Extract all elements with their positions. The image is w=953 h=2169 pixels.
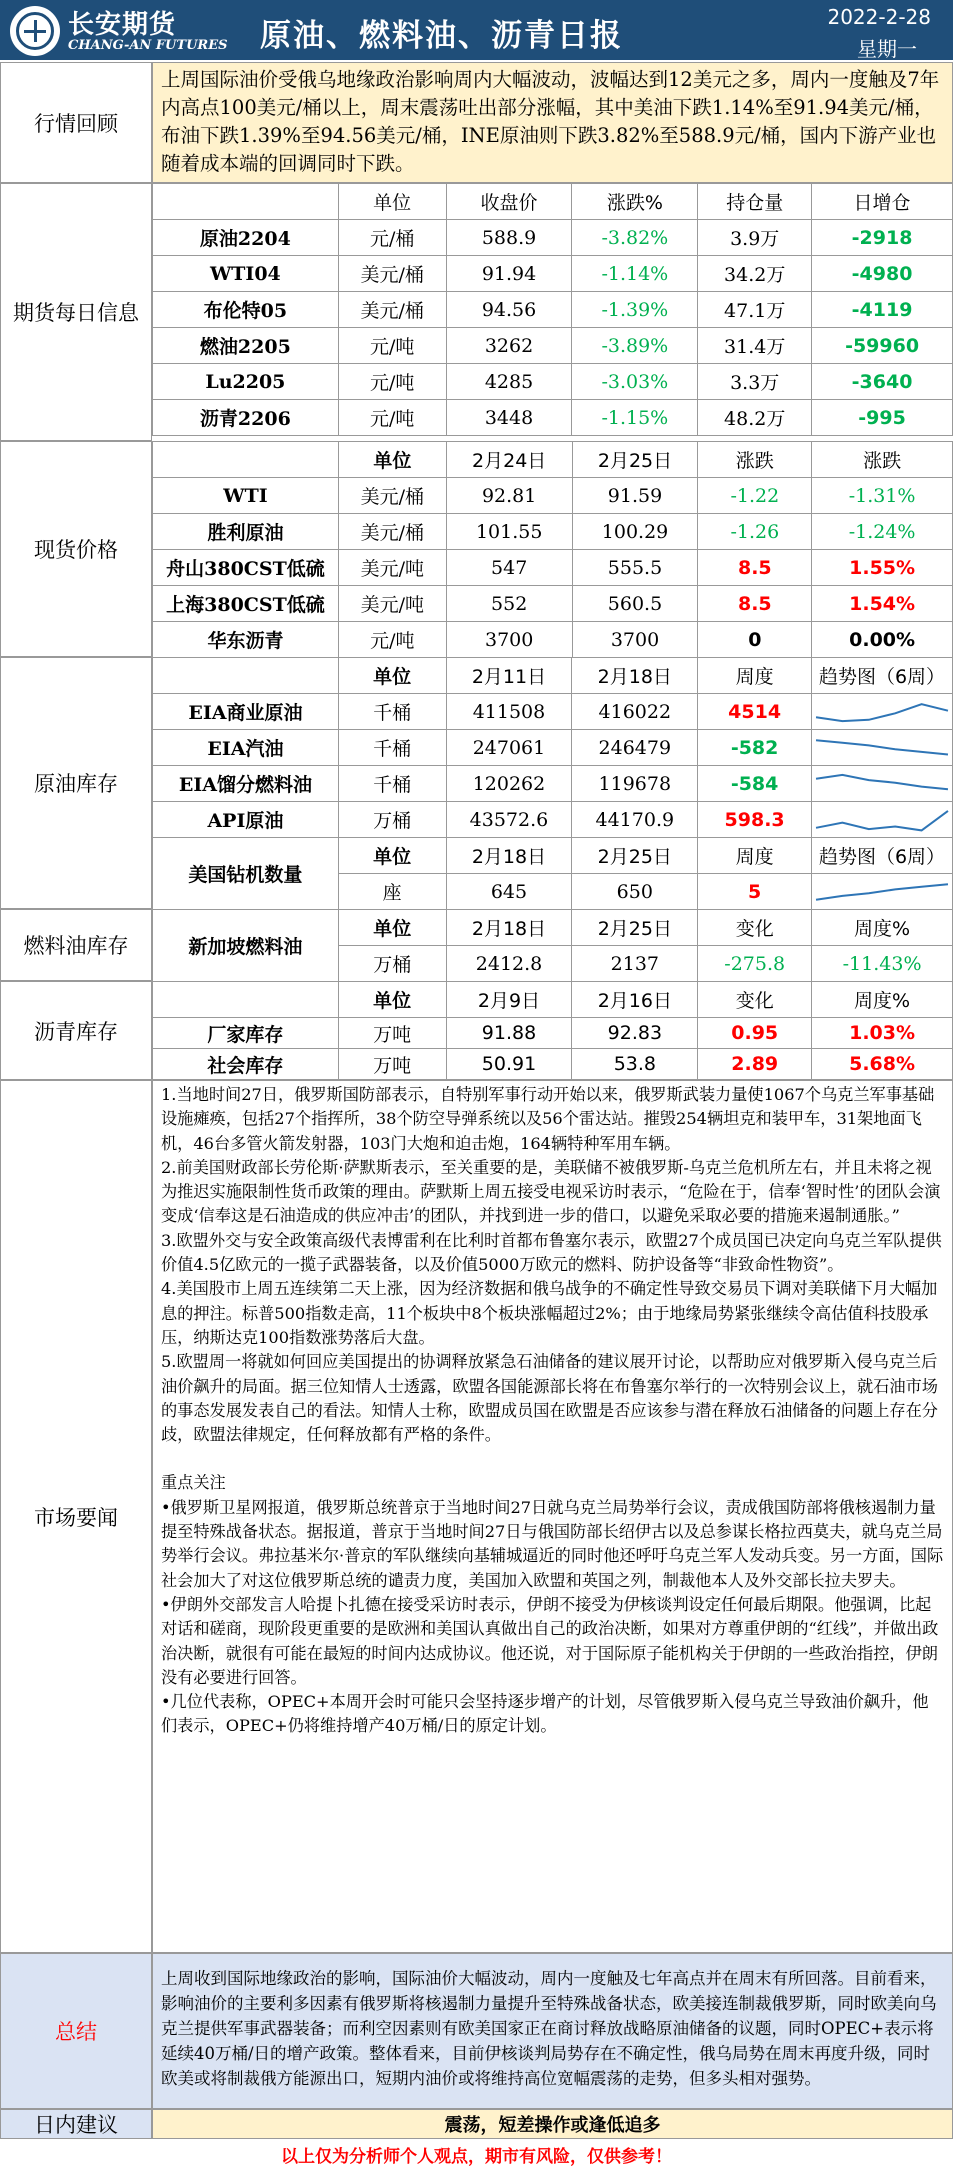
table-row: [153, 586, 953, 622]
table-row: [153, 256, 953, 292]
value-cell: 91.59: [572, 478, 698, 514]
row-name: EIA商业原油: [153, 694, 339, 730]
change-cell: 598.3: [698, 802, 812, 838]
unit-cell: 元/吨: [338, 622, 446, 658]
change-cell: 0.95: [698, 1018, 812, 1049]
value-cell: 43572.6: [446, 802, 572, 838]
news-item: 5.欧盟周一将就如何回应美国提出的协调释放紧急石油储备的建议展开讨论，以帮助应对俄罗斯入侵乌克兰后油价飙升的局面。据三位知情人士透露，欧盟各国能源部长将在布鲁塞尔举行的一次特别会议上，就石油市场的事态发展发表自己的看法。知情人士称，欧盟成员国在欧盟是否应该参与潜在释放石油储备的问题上存在分歧，欧盟法律规定，任何释放都有严格的条件。: [161, 1352, 938, 1445]
table-row: [153, 622, 953, 658]
table-row: [153, 478, 953, 514]
pct-cell: -11.43%: [812, 946, 953, 982]
change-cell: -1.15%: [572, 400, 698, 436]
crude-inventory-table: [152, 657, 953, 910]
row-name: 新加坡燃料油: [153, 910, 339, 982]
table-row: [153, 550, 953, 586]
table-row: [153, 766, 953, 802]
oi-cell: 48.2万: [698, 400, 812, 436]
sparkline-series: [816, 810, 948, 830]
section-label-summary: 总结: [0, 1953, 152, 2109]
header-cell: 持仓量: [698, 184, 812, 220]
value-cell: 650: [572, 874, 698, 910]
value-cell: 416022: [572, 694, 698, 730]
header-cell: [153, 658, 339, 694]
trend-sparkline: [812, 803, 952, 837]
advice-text: 震荡，短差操作或逢低追多: [152, 2109, 953, 2139]
report-header: [0, 0, 953, 62]
news-item: 3.欧盟外交与安全政策高级代表博雷利在比利时首都布鲁塞尔表示，欧盟27个成员国已决定向乌克兰军队提供价值4.5亿欧元的一揽子武器装备，以及价值5000万欧元的燃料、防护设备等“非致命性物资”。: [161, 1230, 942, 1275]
header-cell: 周度%: [812, 910, 953, 946]
sparkline-series: [816, 884, 948, 900]
change-cell: -582: [698, 730, 812, 766]
value-cell: 92.81: [446, 478, 572, 514]
sparkline-series: [816, 774, 948, 788]
section-label-fuel-inventory: 燃料油库存: [0, 909, 152, 981]
table-row: [153, 328, 953, 364]
pct-cell: 1.55%: [812, 550, 953, 586]
table-row: [153, 364, 953, 400]
change-cell: -3.82%: [572, 220, 698, 256]
header-cell: 收盘价: [446, 184, 572, 220]
row-name: 美国钻机数量: [153, 838, 339, 910]
change-cell: -1.26: [698, 514, 812, 550]
row-name: WTI04: [153, 256, 339, 292]
section-label-crude-inventory: 原油库存: [0, 657, 152, 909]
focus-item: •俄罗斯卫星网报道，俄罗斯总统普京于当地时间27日就乌克兰局势举行会议，责成俄国防部将俄核遏制力量提至特殊战备状态。据报道，普京于当地时间27日与俄国防部长绍伊古以及总参谋长格拉西莫夫，就乌克兰局势举行会议。弗拉基米尔·普京的军队继续向基辅城逼近的同时他还呼吁乌克兰军人发动兵变。另一方面，国际社会加大了对这位俄罗斯总统的谴责力度，美国加入欧盟和英国之列，制裁他本人及外交部长拉夫罗夫。: [161, 1497, 944, 1590]
unit-cell: 元/吨: [338, 364, 446, 400]
header-cell: 2月16日: [572, 982, 698, 1018]
change-cell: 4514: [698, 694, 812, 730]
unit-cell: 万吨: [338, 1018, 446, 1049]
change-cell: 8.5: [698, 550, 812, 586]
table-row: [153, 220, 953, 256]
value-cell: 547: [446, 550, 572, 586]
row-name: 燃油2205: [153, 328, 339, 364]
table-row: [153, 292, 953, 328]
unit-cell: 千桶: [338, 766, 446, 802]
value-cell: 119678: [572, 766, 698, 802]
row-name: 华东沥青: [153, 622, 339, 658]
row-name: WTI: [153, 478, 339, 514]
focus-item: •伊朗外交部发言人哈提卜扎德在接受采访时表示，伊朗不接受为伊核谈判设定任何最后期限。他强调，比起对话和磋商，现阶段更重要的是欧洲和美国认真做出自己的政治决断，如果对方尊重伊朗的“红线”，并做出政治决断，就很有可能在最短的时间内达成协议。他还说，对于国际原子能机构关于伊朗的一些政治指控，伊朗没有必要进行回答。: [161, 1594, 939, 1687]
change-cell: -1.14%: [572, 256, 698, 292]
trend-sparkline: [812, 767, 952, 801]
header-cell: 变化: [698, 982, 812, 1018]
header-cell: 涨跌%: [572, 184, 698, 220]
header-cell: 2月18日: [446, 910, 572, 946]
row-name: 厂家库存: [153, 1018, 339, 1049]
header-cell: 周度: [698, 658, 812, 694]
section-label-futures: 期货每日信息: [0, 183, 152, 441]
pct-cell: 0.00%: [812, 622, 953, 658]
sparkline-series: [816, 740, 948, 754]
close-cell: 588.9: [446, 220, 572, 256]
unit-cell: 美元/桶: [338, 478, 446, 514]
unit-cell: 座: [338, 874, 446, 910]
row-name: 社会库存: [153, 1049, 339, 1080]
header-cell: 单位: [338, 910, 446, 946]
value-cell: 411508: [446, 694, 572, 730]
oi-cell: 47.1万: [698, 292, 812, 328]
value-cell: 92.83: [572, 1018, 698, 1049]
trend-sparkline: [812, 695, 952, 729]
change-cell: -1.39%: [572, 292, 698, 328]
unit-cell: 万桶: [338, 802, 446, 838]
pct-cell: -1.24%: [812, 514, 953, 550]
value-cell: 3700: [446, 622, 572, 658]
table-row: [153, 802, 953, 838]
section-label-news: 市场要闻: [0, 1080, 152, 1953]
unit-cell: 千桶: [338, 730, 446, 766]
change-cell: -3.89%: [572, 328, 698, 364]
header-cell: 涨跌: [698, 442, 812, 478]
table-row: [153, 400, 953, 436]
row-name: 原油2204: [153, 220, 339, 256]
section-label-asphalt-inventory: 沥青库存: [0, 981, 152, 1080]
header-cell: [153, 442, 339, 478]
unit-cell: 元/桶: [338, 220, 446, 256]
fuel-inventory-table: [152, 909, 953, 982]
header-cell: 周度: [698, 838, 812, 874]
change-cell: 8.5: [698, 586, 812, 622]
table-row: [153, 514, 953, 550]
oi-cell: 34.2万: [698, 256, 812, 292]
news-item: 1.当地时间27日，俄罗斯国防部表示，自特别军事行动开始以来，俄罗斯武装力量使1067个乌克兰军事基础设施瘫痪，包括27个指挥所，38个防空导弹系统以及56个雷达站。摧毁254辆坦克和装甲车，31架地面飞机，46台多管火箭发射器，103门大炮和迫击炮，164辆特种军用车辆。: [161, 1085, 935, 1153]
row-name: 上海380CST低硫: [153, 586, 339, 622]
section-label-spot: 现货价格: [0, 441, 152, 657]
header-cell: 趋势图（6周）: [812, 658, 953, 694]
doi-cell: -4119: [812, 292, 953, 328]
change-cell: 2.89: [698, 1049, 812, 1080]
row-name: EIA汽油: [153, 730, 339, 766]
unit-cell: 元/吨: [338, 328, 446, 364]
header-cell: 单位: [338, 982, 446, 1018]
unit-cell: 万吨: [338, 1049, 446, 1080]
header-cell: 2月25日: [572, 442, 698, 478]
value-cell: 247061: [446, 730, 572, 766]
header-cell: 2月25日: [572, 910, 698, 946]
header-cell: 周度%: [812, 982, 953, 1018]
header-cell: 涨跌: [812, 442, 953, 478]
value-cell: 560.5: [572, 586, 698, 622]
change-cell: -1.22: [698, 478, 812, 514]
header-cell: 单位: [338, 658, 446, 694]
news-item: 2.前美国财政部长劳伦斯·萨默斯表示，至关重要的是，美联储不被俄罗斯-乌克兰危机所左右，并且未将之视为推迟实施限制性货币政策的理由。萨默斯上周五接受电视采访时表示，“危险在于，信奉‘智时性’的团队会演变成‘信奉这是石油造成的供应冲击’的团队，并找到进一步的借口，以避免采取必要的措施来遏制通胀。”: [161, 1157, 941, 1226]
table-row: [153, 1049, 953, 1080]
unit-cell: 美元/桶: [338, 514, 446, 550]
value-cell: 3700: [572, 622, 698, 658]
unit-cell: 元/吨: [338, 400, 446, 436]
header-cell: [153, 184, 339, 220]
market-review-text: 上周国际油价受俄乌地缘政治影响周内大幅波动，波幅达到12美元之多，周内一度触及7年内高点100美元/桶以上，周末震荡吐出部分涨幅，其中美油下跌1.14%至91.94美元/桶，布油下跌1.39%至94.56美元/桶，INE原油则下跌3.82%至588.9元/桶，国内下游产业也随着成本端的回调同时下跌。: [152, 62, 953, 183]
close-cell: 3262: [446, 328, 572, 364]
header-cell: 单位: [338, 838, 446, 874]
unit-cell: 美元/桶: [338, 292, 446, 328]
report-date: 2022-2-28: [827, 5, 931, 29]
unit-cell: 美元/吨: [338, 586, 446, 622]
pct-cell: 1.03%: [812, 1018, 953, 1049]
close-cell: 4285: [446, 364, 572, 400]
value-cell: 2412.8: [446, 946, 572, 982]
value-cell: 120262: [446, 766, 572, 802]
value-cell: 2137: [572, 946, 698, 982]
pct-cell: 1.54%: [812, 586, 953, 622]
trend-sparkline: [812, 731, 952, 765]
doi-cell: -4980: [812, 256, 953, 292]
value-cell: 44170.9: [572, 802, 698, 838]
doi-cell: -59960: [812, 328, 953, 364]
close-cell: 3448: [446, 400, 572, 436]
value-cell: 645: [446, 874, 572, 910]
doi-cell: -3640: [812, 364, 953, 400]
oi-cell: 3.3万: [698, 364, 812, 400]
header-cell: [153, 982, 339, 1018]
focus-title: 重点关注: [161, 1473, 226, 1493]
header-cell: 单位: [338, 442, 446, 478]
value-cell: 555.5: [572, 550, 698, 586]
futures-table: [152, 183, 953, 436]
section-label-market-review: 行情回顾: [0, 62, 152, 183]
logo-cn: 长安期货: [68, 10, 177, 40]
header-cell: 2月18日: [572, 658, 698, 694]
unit-cell: 千桶: [338, 694, 446, 730]
table-row: [153, 730, 953, 766]
value-cell: 101.55: [446, 514, 572, 550]
row-name: Lu2205: [153, 364, 339, 400]
header-cell: 2月24日: [446, 442, 572, 478]
pct-cell: 5.68%: [812, 1049, 953, 1080]
value-cell: 100.29: [572, 514, 698, 550]
row-name: 布伦特05: [153, 292, 339, 328]
header-cell: 2月9日: [446, 982, 572, 1018]
value-cell: 50.91: [446, 1049, 572, 1080]
change-cell: 5: [698, 874, 812, 910]
oi-cell: 3.9万: [698, 220, 812, 256]
row-name: 舟山380CST低硫: [153, 550, 339, 586]
row-name: 沥青2206: [153, 400, 339, 436]
unit-cell: 万桶: [338, 946, 446, 982]
section-label-advice: 日内建议: [0, 2109, 152, 2139]
change-cell: 0: [698, 622, 812, 658]
value-cell: 552: [446, 586, 572, 622]
value-cell: 91.88: [446, 1018, 572, 1049]
unit-cell: 美元/桶: [338, 256, 446, 292]
pct-cell: -1.31%: [812, 478, 953, 514]
news-panel: [152, 1080, 953, 1953]
header-cell: 2月25日: [572, 838, 698, 874]
trend-sparkline: [812, 875, 952, 909]
header-cell: 趋势图（6周）: [812, 838, 953, 874]
logo-en: CHANG-AN FUTURES: [68, 38, 228, 53]
close-cell: 91.94: [446, 256, 572, 292]
row-name: 胜利原油: [153, 514, 339, 550]
change-cell: -584: [698, 766, 812, 802]
focus-item: •几位代表称，OPEC+本周开会时可能只会坚持逐步增产的计划，尽管俄罗斯入侵乌克兰导致油价飙升，他们表示，OPEC+仍将维持增产40万桶/日的原定计划。: [161, 1692, 929, 1736]
close-cell: 94.56: [446, 292, 572, 328]
value-cell: 53.8: [572, 1049, 698, 1080]
unit-cell: 美元/吨: [338, 550, 446, 586]
report-title: 原油、燃料油、沥青日报: [260, 18, 623, 54]
table-row: [153, 694, 953, 730]
header-cell: 日增仓: [812, 184, 953, 220]
spot-table: [152, 441, 953, 658]
change-cell: -3.03%: [572, 364, 698, 400]
value-cell: 246479: [572, 730, 698, 766]
table-row: [153, 1018, 953, 1049]
doi-cell: -995: [812, 400, 953, 436]
oi-cell: 31.4万: [698, 328, 812, 364]
spacer: [161, 1447, 944, 1471]
news-item: 4.美国股市上周五连续第二天上涨，因为经济数据和俄乌战争的不确定性导致交易员下调对美联储下月大幅加息的押注。标普500指数走高，11个板块中8个板块涨幅超过2%；由于地缘局势紧张继续令高估值科技股承压，纳斯达克100指数涨势落后大盘。: [161, 1279, 938, 1347]
row-name: EIA馏分燃料油: [153, 766, 339, 802]
asphalt-inventory-table: [152, 981, 953, 1080]
header-cell: 单位: [338, 184, 446, 220]
report-weekday: 星期一: [857, 37, 917, 61]
change-cell: -275.8: [698, 946, 812, 982]
sparkline-series: [816, 704, 948, 721]
summary-text: 上周收到国际地缘政治的影响，国际油价大幅波动，周内一度触及七年高点并在周末有所回落。目前看来，影响油价的主要利多因素有俄罗斯将核遏制力量提升至特殊战备状态，欧美接连制裁俄罗斯，同时欧美向乌克兰提供军事武器装备；而利空因素则有欧美国家正在商讨释放战略原油储备的议题，同时OPEC+表示将延续40万桶/日的增产政策。整体看来，目前伊核谈判局势存在不确定性，俄乌局势在周末再度升级，同时欧美或将制裁俄方能源出口，短期内油价或将维持高位宽幅震荡的走势，但多头相对强势。: [152, 1953, 953, 2109]
row-name: API原油: [153, 802, 339, 838]
company-logo-icon: [10, 6, 60, 56]
doi-cell: -2918: [812, 220, 953, 256]
header-cell: 变化: [698, 910, 812, 946]
header-cell: 2月11日: [446, 658, 572, 694]
header-cell: 2月18日: [446, 838, 572, 874]
disclaimer: 以上仅为分析师个人观点，期市有风险，仅供参考！: [281, 2146, 672, 2167]
